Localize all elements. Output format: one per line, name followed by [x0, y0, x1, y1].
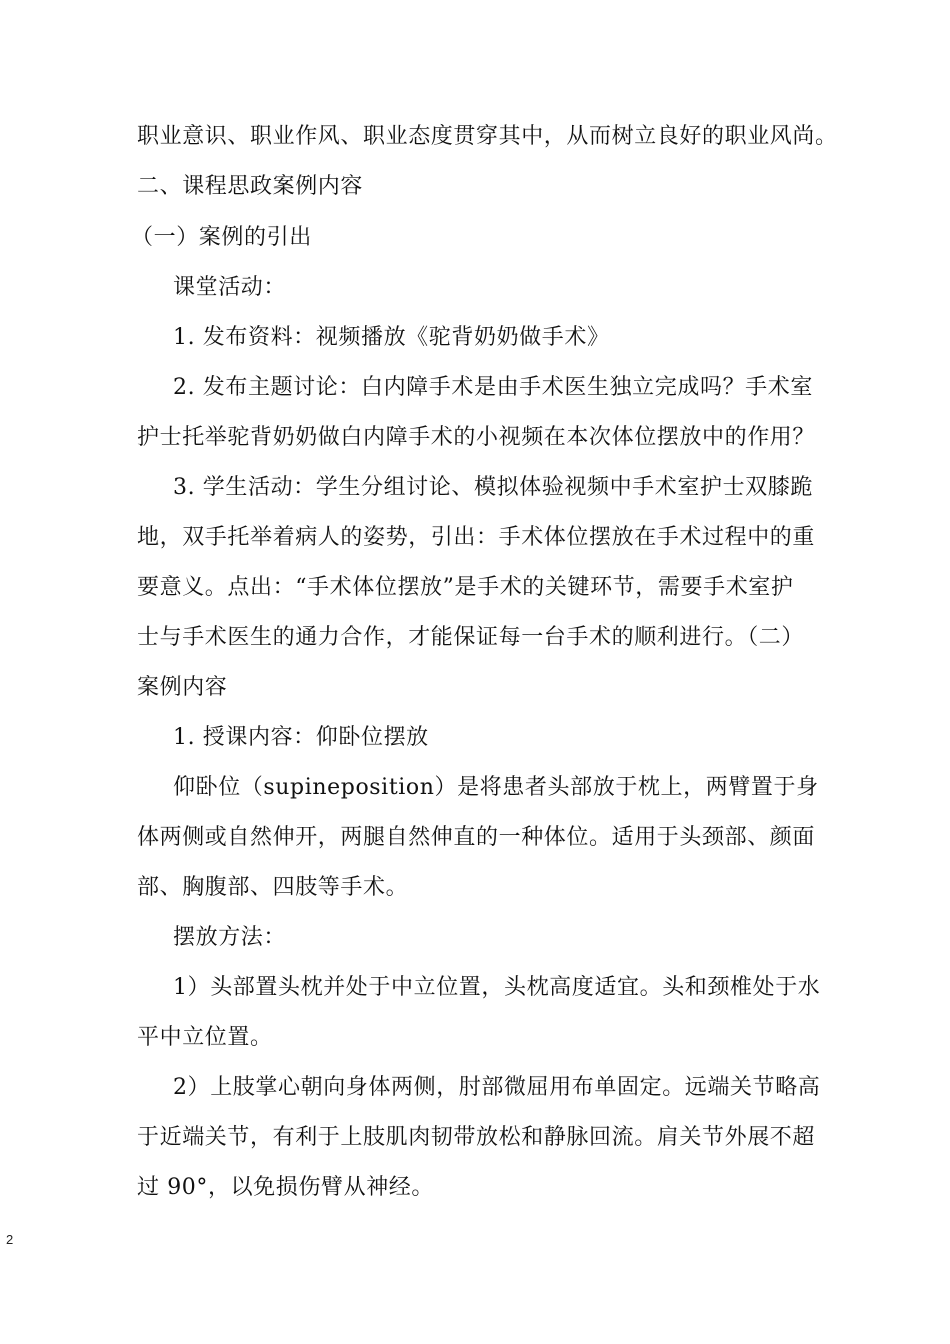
text-line: 课堂活动： [173, 275, 287, 300]
text-line: 摆放方法： [173, 925, 287, 950]
text-line: 士与手术医生的通力合作，才能保证每一台手术的顺利进行。（二） [137, 625, 805, 650]
text-line: 职业意识、职业作风、职业态度贯穿其中，从而树立良好的职业风尚。 [137, 124, 838, 149]
text-line: 部、胸腹部、四肢等手术。 [137, 875, 409, 900]
text-line: 平中立位置。 [137, 1025, 273, 1050]
text-line: 仰卧位（supineposition）是将患者头部放于枕上，两臂置于身 [173, 775, 819, 800]
text-line: 体两侧或自然伸开，两腿自然伸直的一种体位。适用于头颈部、颜面 [137, 825, 816, 850]
text-line: 案例内容 [137, 675, 228, 700]
list-item: 1. 发布资料：视频播放《驼背奶奶做手术》 [173, 325, 610, 350]
text-line: 地，双手托举着病人的姿势，引出：手术体位摆放在手术过程中的重 [137, 525, 816, 550]
list-item: 2）上肢掌心朝向身体两侧，肘部微屈用布单固定。远端关节略高 [173, 1075, 821, 1100]
list-item: 1）头部置头枕并处于中立位置，头枕高度适宜。头和颈椎处于水 [173, 975, 821, 1000]
subsection-heading: （一）案例的引出 [131, 225, 312, 250]
section-heading: 二、课程思政案例内容 [137, 174, 364, 199]
list-item: 1. 授课内容：仰卧位摆放 [173, 725, 429, 750]
page-number: 2 [6, 1232, 14, 1247]
list-item: 2. 发布主题讨论：白内障手术是由手术医生独立完成吗？手术室 [173, 375, 813, 400]
text-line: 护士托举驼背奶奶做白内障手术的小视频在本次体位摆放中的作用？ [137, 425, 816, 450]
text-line: 过 90°，以免损伤臂从神经。 [137, 1175, 434, 1200]
text-line: 于近端关节，有利于上肢肌肉韧带放松和静脉回流。肩关节外展不超 [137, 1125, 816, 1150]
text-line: 要意义。点出：“手术体位摆放”是手术的关键环节，需要手术室护 [137, 575, 794, 600]
list-item: 3. 学生活动：学生分组讨论、模拟体验视频中手术室护士双膝跪 [173, 475, 813, 500]
